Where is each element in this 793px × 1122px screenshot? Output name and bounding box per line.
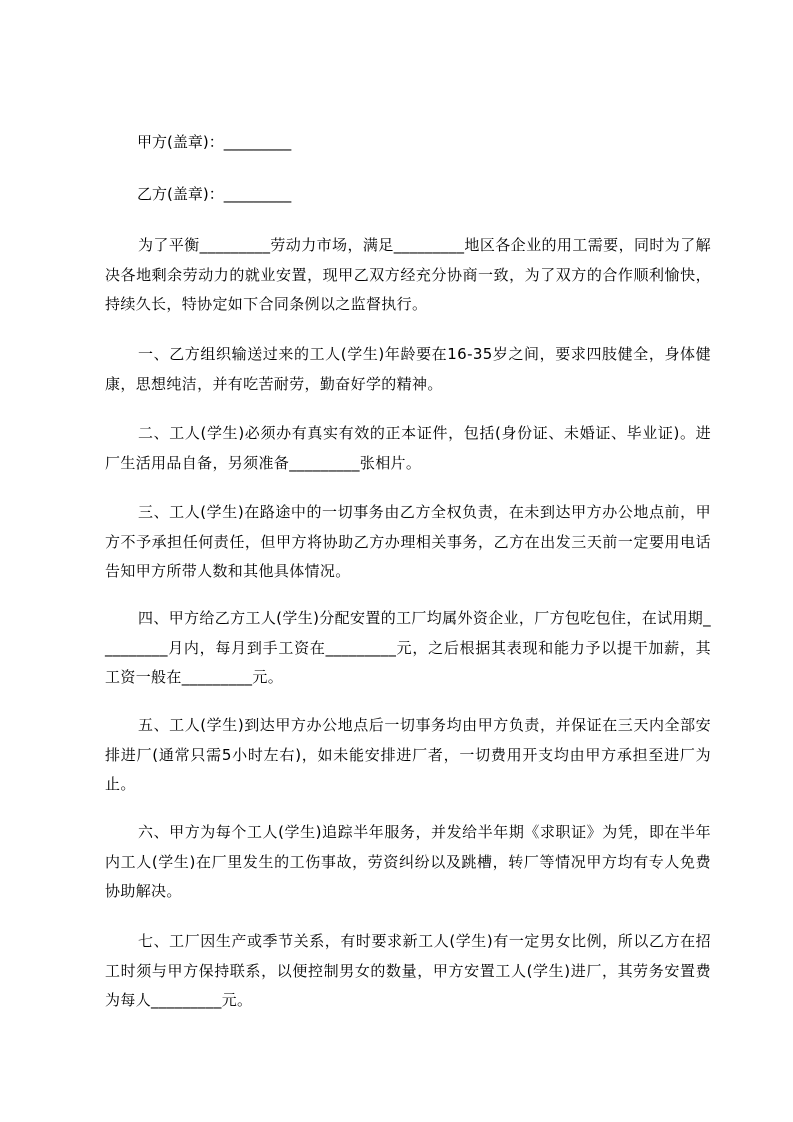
clause-2-paragraph: 二、工人(学生)必须办有真实有效的正本证件，包括(身份证、未婚证、毕业证)。进厂生活用品自备，另须准备_________张相片。 [105, 424, 711, 472]
preamble-paragraph: 为了平衡_________劳动力市场，满足_________地区各企业的用工需要，同时为了解决各地剩余劳动力的就业安置，现甲乙双方经充分协商一致，为了双方的合作顺利愉快，持续久长，特协定如下合同条例以之监督执行。 [105, 236, 711, 313]
clause-3-paragraph: 三、工人(学生)在路途中的一切事务由乙方全权负责，在未到达甲方办公地点前，甲方不予承担任何责任，但甲方将协助乙方办理相关事务，乙方在出发三天前一定要用电话告知甲方所带人数和其他具体情况。 [105, 503, 711, 580]
party-a-signature-line: 甲方(盖章)：_________ [137, 133, 292, 151]
party-b-signature-line: 乙方(盖章)：_________ [137, 185, 292, 203]
clause-4-paragraph: 四、甲方给乙方工人(学生)分配安置的工厂均属外资企业，厂方包吃包住，在试用期_________月内，每月到手工资在_________元，之后根据其表现和能力予以提干加薪，其工资一般在_________元。 [105, 609, 711, 686]
clause-6-paragraph: 六、甲方为每个工人(学生)追踪半年服务，并发给半年期《求职证》为凭，即在半年内工人(学生)在厂里发生的工伤事故，劳资纠纷以及跳槽，转厂等情况甲方均有专人免费协助解决。 [105, 823, 711, 900]
clause-1-paragraph: 一、乙方组织输送过来的工人(学生)年龄要在16-35岁之间，要求四肢健全，身体健康，思想纯洁，并有吃苦耐劳，勤奋好学的精神。 [105, 345, 711, 393]
clause-7-paragraph: 七、工厂因生产或季节关系，有时要求新工人(学生)有一定男女比例，所以乙方在招工时须与甲方保持联系，以便控制男女的数量，甲方安置工人(学生)进厂，其劳务安置费为每人_________元。 [105, 932, 711, 1009]
clause-5-paragraph: 五、工人(学生)到达甲方办公地点后一切事务均由甲方负责，并保证在三天内全部安排进厂(通常只需5小时左右)，如未能安排进厂者，一切费用开支均由甲方承担至进厂为止。 [105, 716, 711, 793]
